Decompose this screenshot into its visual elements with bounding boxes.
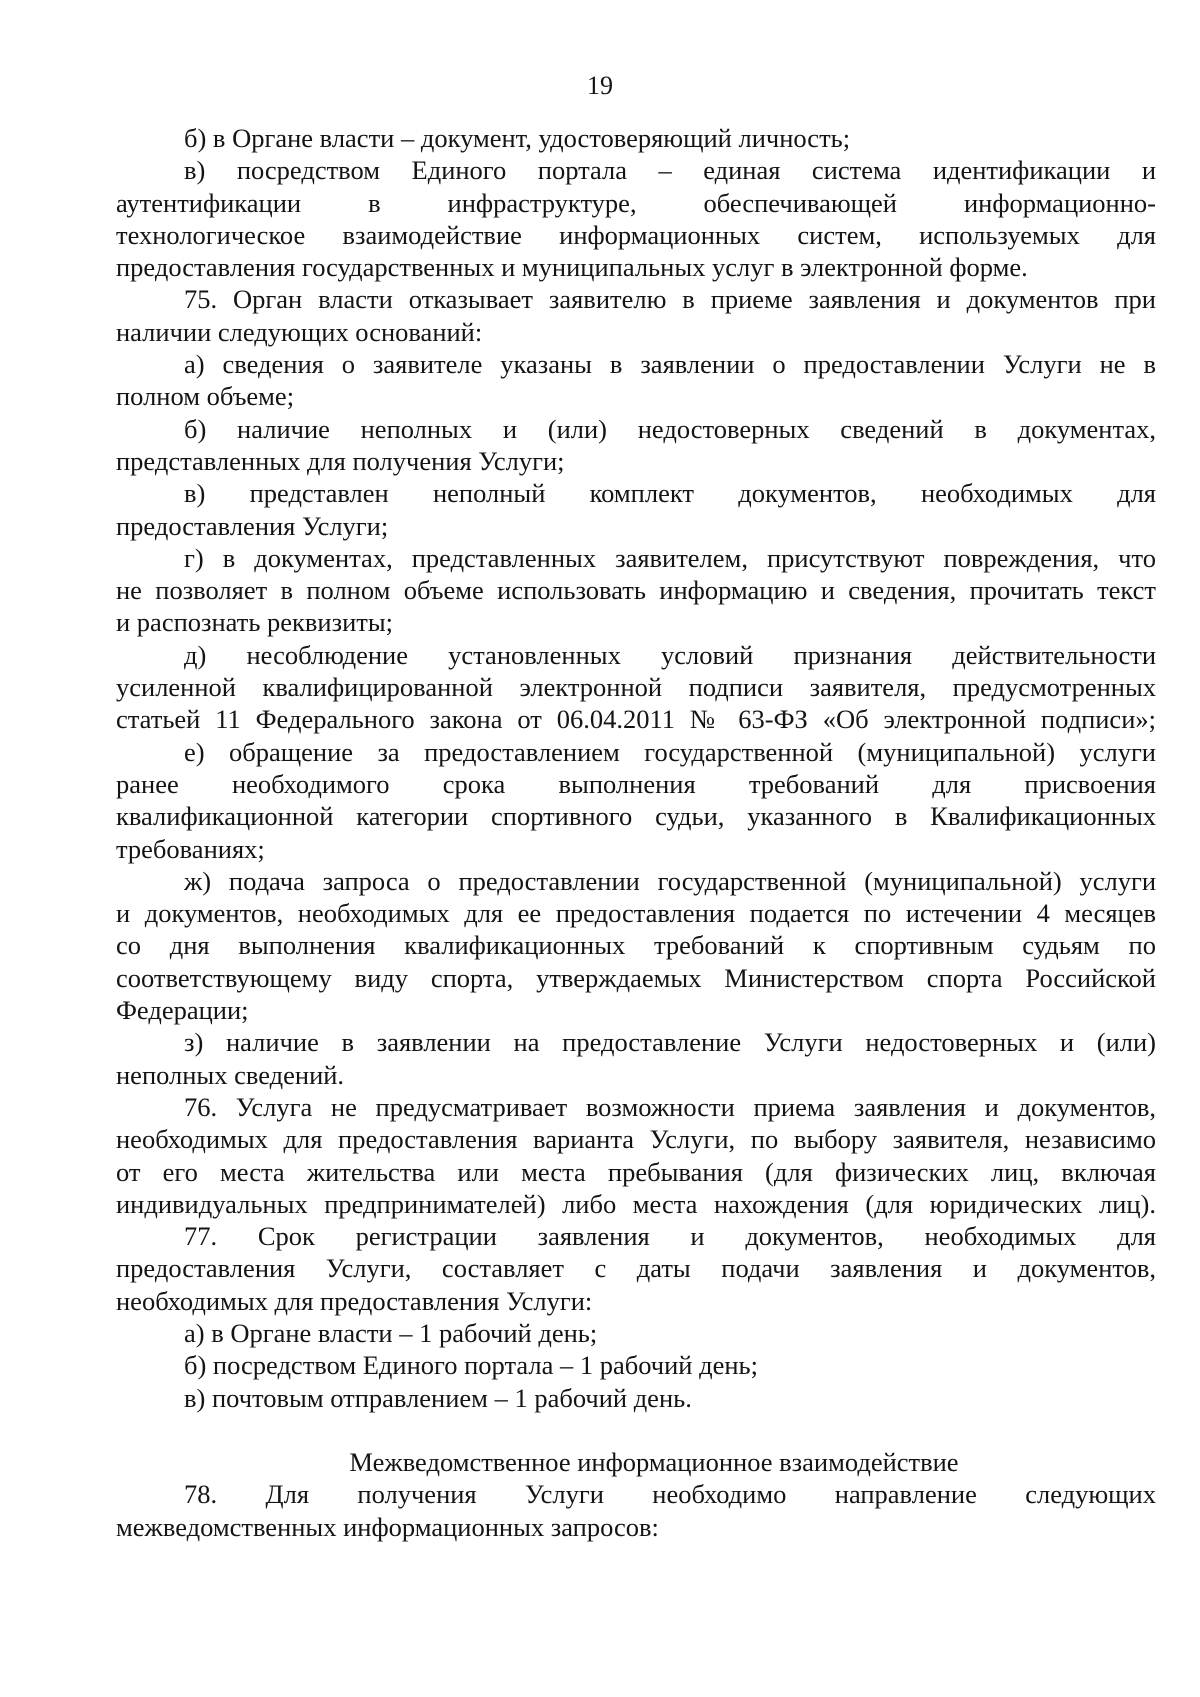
text-line: статьей 11 Федерального закона от 06.04.2011 № 63-ФЗ «Об электронной подписи»; bbox=[116, 704, 1156, 735]
section-text bbox=[116, 1478, 1156, 1543]
text-line: ранее необходимого срока выполнения требований для присвоения bbox=[116, 768, 1156, 799]
text-line: в) посредством Единого портала – единая система идентификации и bbox=[184, 155, 1156, 186]
text-line: 78. Для получения Услуги необходимо направление следующих bbox=[184, 1479, 1156, 1510]
text-line: представленных для получения Услуги; bbox=[116, 445, 565, 476]
text-line: 77. Срок регистрации заявления и документов, необходимых для bbox=[184, 1221, 1156, 1252]
text-line: со дня выполнения квалификационных требований к спортивным судьям по bbox=[116, 930, 1156, 961]
text-line: д) несоблюдение установленных условий признания действительности bbox=[184, 639, 1156, 670]
document-body bbox=[116, 122, 1156, 1543]
text-line: квалификационной категории спортивного судьи, указанного в Квалификационных bbox=[116, 801, 1156, 832]
text-line: в) почтовым отправлением – 1 рабочий день. bbox=[184, 1382, 692, 1413]
text-line: от его места жительства или места пребывания (для физических лиц, включая bbox=[116, 1156, 1156, 1187]
text-line: 76. Услуга не предусматривает возможности приема заявления и документов, bbox=[184, 1091, 1156, 1122]
text-line: предоставления Услуги, составляет с даты подачи заявления и документов, bbox=[116, 1253, 1156, 1284]
text-line: в) представлен неполный комплект документов, необходимых для bbox=[184, 478, 1156, 509]
text-line: неполных сведений. bbox=[116, 1059, 345, 1090]
text-line: технологическое взаимодействие информационных систем, используемых для bbox=[116, 219, 1156, 250]
section-spacer bbox=[116, 1414, 1156, 1446]
text-line: предоставления Услуги; bbox=[116, 510, 389, 541]
page-number: 19 bbox=[587, 71, 613, 100]
text-line: з) наличие в заявлении на предоставление Услуги недостоверных и (или) bbox=[184, 1027, 1156, 1058]
text-line: а) в Органе власти – 1 рабочий день; bbox=[184, 1317, 598, 1348]
text-line: е) обращение за предоставлением государственной (муниципальной) услуги bbox=[184, 736, 1156, 767]
text-line: межведомственных информационных запросов: bbox=[116, 1511, 659, 1542]
text-line: Федерации; bbox=[116, 995, 249, 1026]
body-text bbox=[116, 122, 1156, 1414]
text-line: индивидуальных предпринимателей) либо места нахождения (для юридических лиц). bbox=[116, 1188, 1156, 1219]
text-line: предоставления государственных и муниципальных услуг в электронной форме. bbox=[116, 252, 1028, 283]
text-line: наличии следующих оснований: bbox=[116, 316, 483, 347]
text-line: аутентификации в инфраструктуре, обеспечивающей информационно- bbox=[116, 187, 1156, 218]
text-line: требованиях; bbox=[116, 833, 265, 864]
text-line: необходимых для предоставления варианта Услуги, по выбору заявителя, независимо bbox=[116, 1124, 1156, 1155]
text-line: 75. Орган власти отказывает заявителю в приеме заявления и документов при bbox=[184, 284, 1156, 315]
text-line: б) наличие неполных и (или) недостоверных сведений в документах, bbox=[184, 413, 1156, 444]
text-line: б) посредством Единого портала – 1 рабочий день; bbox=[184, 1350, 758, 1381]
text-line: полном объеме; bbox=[116, 381, 295, 412]
text-line: б) в Органе власти – документ, удостоверяющий личность; bbox=[184, 123, 851, 153]
text-line: необходимых для предоставления Услуги: bbox=[116, 1285, 593, 1316]
text-line: и документов, необходимых для ее предоставления подается по истечении 4 месяцев bbox=[116, 898, 1156, 929]
text-line: г) в документах, представленных заявителем, присутствуют повреждения, что bbox=[184, 542, 1156, 573]
section-heading: Межведомственное информационное взаимодействие bbox=[349, 1447, 959, 1478]
text-line: не позволяет в полном объеме использовать информацию и сведения, прочитать текст bbox=[116, 575, 1156, 606]
text-line: ж) подача запроса о предоставлении государственной (муниципальной) услуги bbox=[184, 865, 1156, 896]
text-line: усиленной квалифицированной электронной подписи заявителя, предусмотренных bbox=[116, 672, 1156, 703]
text-line: соответствующему виду спорта, утверждаемых Министерством спорта Российской bbox=[116, 962, 1156, 993]
text-line: и распознать реквизиты; bbox=[116, 607, 394, 638]
text-line: а) сведения о заявителе указаны в заявлении о предоставлении Услуги не в bbox=[184, 349, 1156, 380]
